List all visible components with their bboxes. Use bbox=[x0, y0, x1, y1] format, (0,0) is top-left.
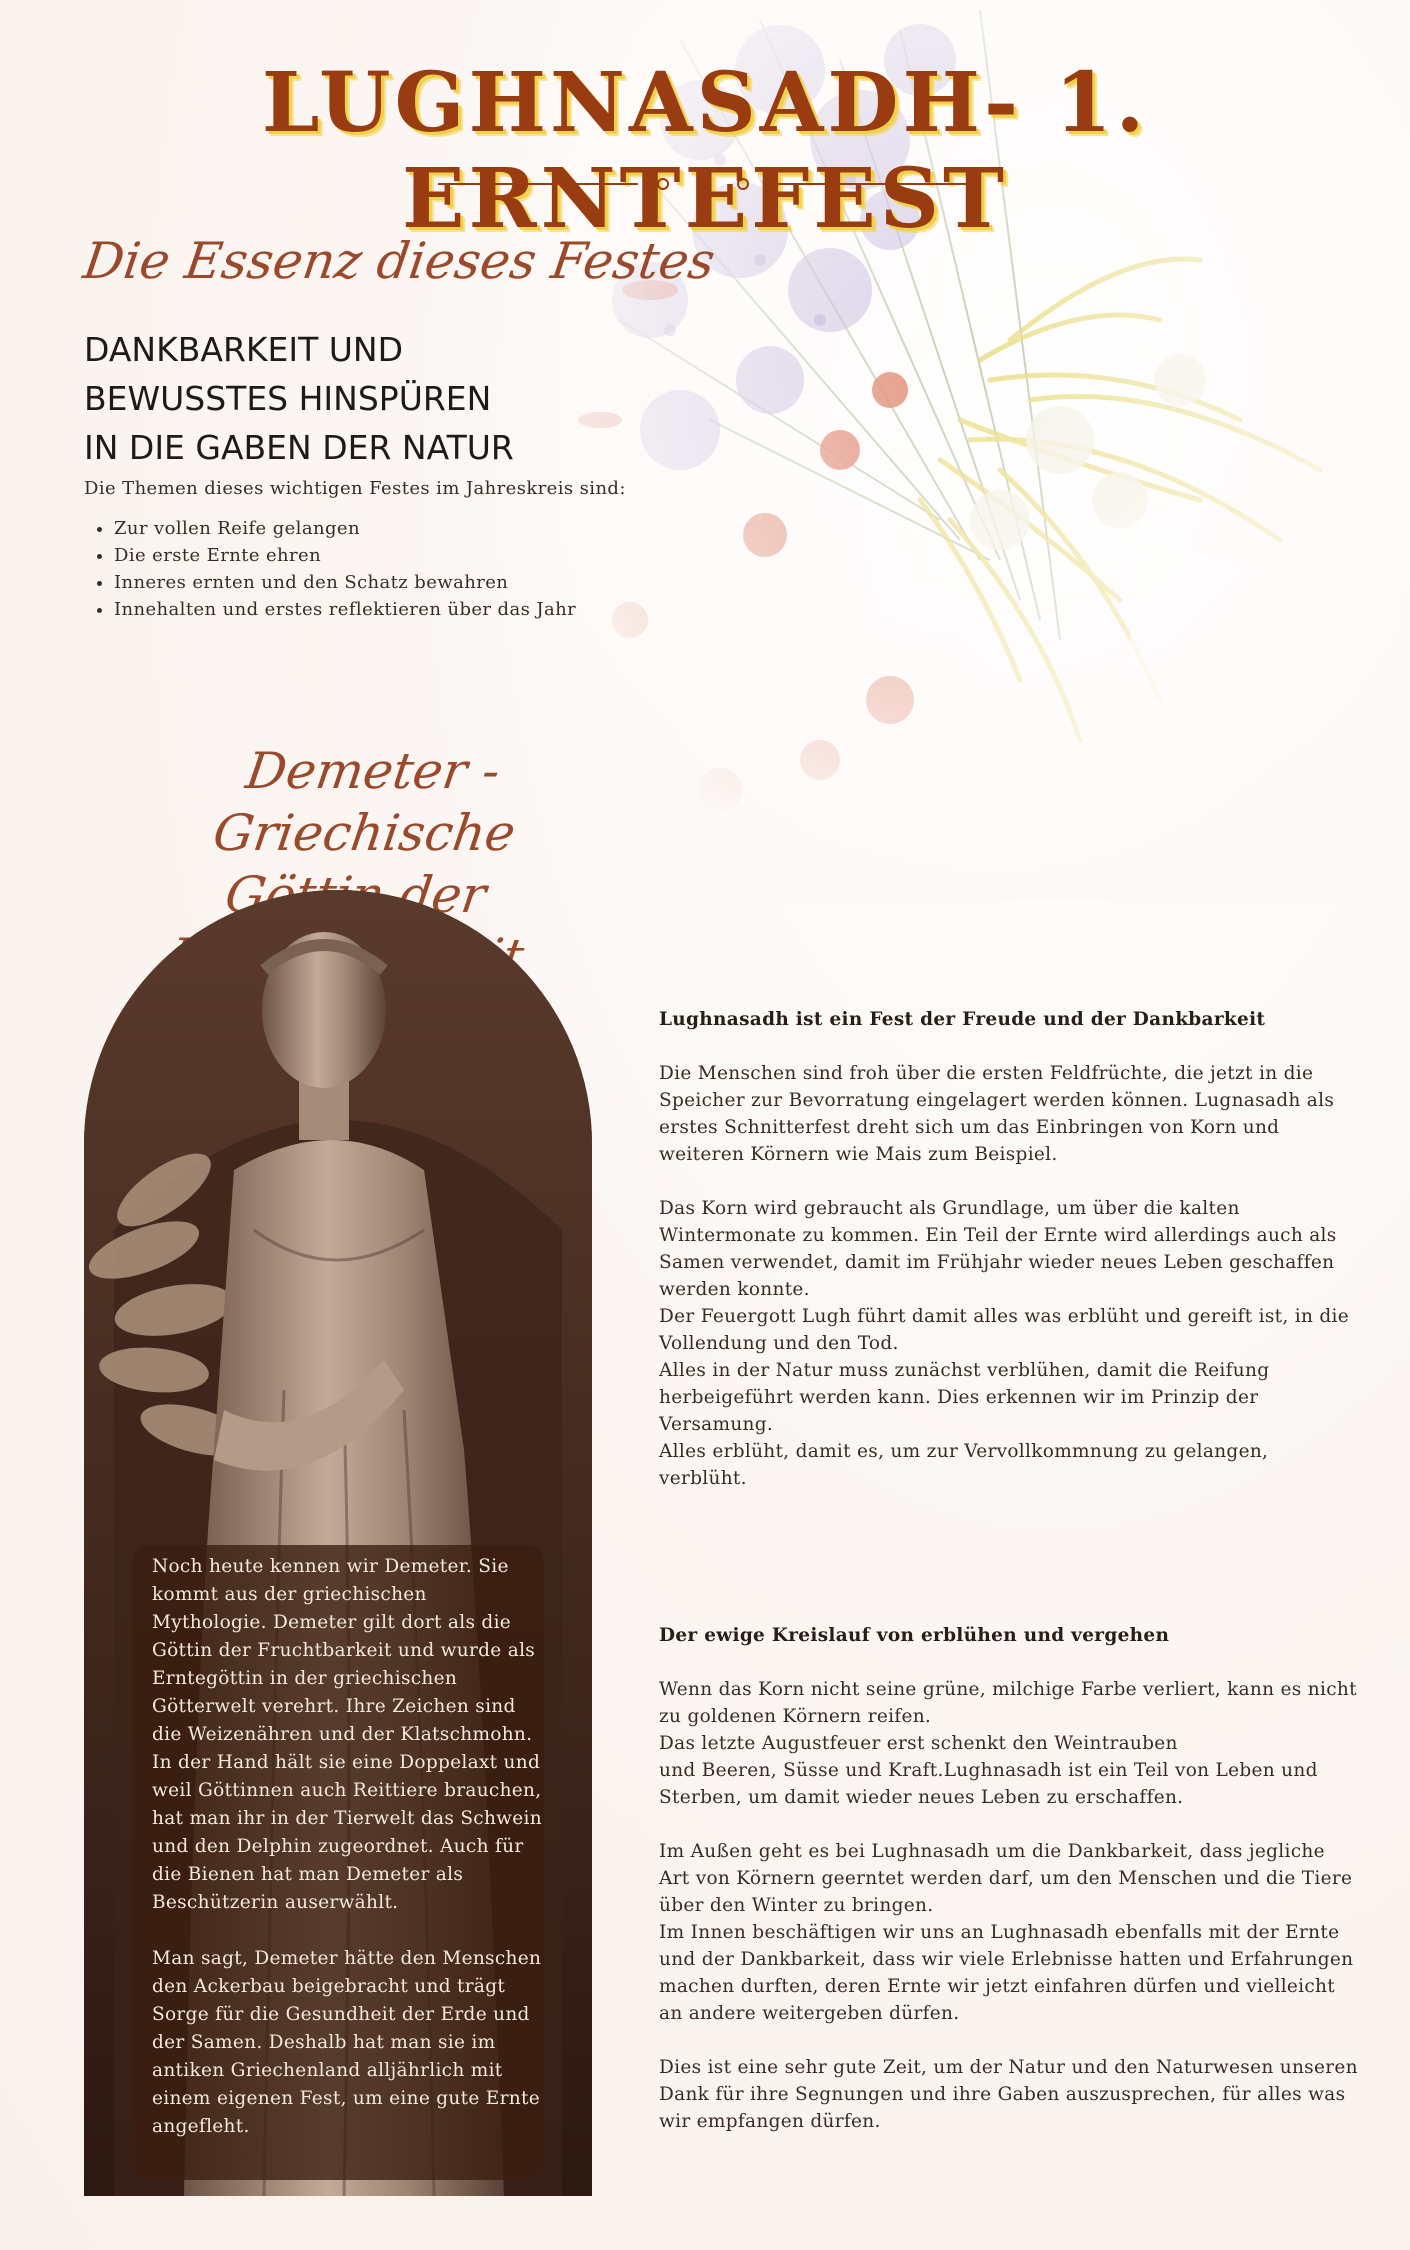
list-item: • Inneres ernten und den Schatz bewahren bbox=[114, 569, 576, 596]
title-divider-ornament bbox=[438, 170, 968, 198]
essence-subtitle-line: BEWUSSTES HINSPÜREN bbox=[84, 379, 492, 418]
essence-subtitle bbox=[84, 325, 604, 472]
section-paragraph: Im Außen geht es bei Lughnasadh um die Dankbarkeit, dass jegliche Art von Körnern geerntet werden darf, um den Menschen und die Tiere über den Winter zu bringen. Im Innen beschäftigen wir uns an Lughnasadh ebenfalls mit der Ernte und der Dankbarkeit, dass wir viele Erlebnisse hatten und Erfahrungen machen durften, deren Ernte wir jetzt einfahren dürfen und vielleicht an andere weitergeben dürfen. bbox=[659, 1841, 1354, 2024]
themes-intro: Die Themen dieses wichtigen Festes im Jahreskreis sind: bbox=[84, 478, 626, 499]
themes-list bbox=[96, 515, 576, 623]
section-paragraph: Dies ist eine sehr gute Zeit, um der Natur und den Naturwesen unseren Dank für ihre Segnungen und ihre Gaben auszusprechen, für alles was wir empfangen dürfen. bbox=[659, 2057, 1358, 2132]
page-title: LUGHNASADH- 1. ERNTEFEST bbox=[261, 55, 1149, 247]
list-item: • Innehalten und erstes reflektieren über das Jahr bbox=[114, 596, 576, 623]
section-paragraph: Das Korn wird gebraucht als Grundlage, um über die kalten Wintermonate zu kommen. Ein Teil der Ernte wird allerdings auch als Samen verwendet, damit im Frühjahr wieder neues Leben geschaffen werden konnte. Der Feuergott Lugh führt damit alles was erblüht und gereift ist, in die Vollendung und den Tod. Alles in der Natur muss zunächst verblühen, damit die Reifung herbeigeführt werden kann. Dies erkennen wir im Prinzip der Versamung. Alles erblüht, damit es, um zur Vervollkommnung zu gelangen, verblüht. bbox=[659, 1198, 1349, 1489]
list-item: • Die erste Ernte ehren bbox=[114, 542, 576, 569]
section-heading: Der ewige Kreislauf von erblühen und vergehen bbox=[659, 1625, 1170, 1646]
section-paragraph: Wenn das Korn nicht seine grüne, milchige Farbe verliert, kann es nicht zu goldenen Körnern reifen. Das letzte Augustfeuer erst schenkt den Weintrauben und Beeren, Süsse und Kraft.Lughnasadh ist ein Teil von Leben und Sterben, um damit wieder neues Leben zu erschaffen. bbox=[659, 1679, 1357, 1808]
section-paragraph: Die Menschen sind froh über die ersten Feldfrüchte, die jetzt in die Speicher zur Bevorratung eingelagert werden können. Lugnasadh als erstes Schnitterfest dreht sich um das Einbringen von Korn und weiteren Körnern wie Mais zum Beispiel. bbox=[659, 1063, 1335, 1165]
demeter-paragraph: Noch heute kennen wir Demeter. Sie kommt aus der griechischen Mythologie. Demeter gilt dort als die Göttin der Fruchtbarkeit und wurde als Erntegöttin in der griechischen Götterwelt verehrt. Ihre Zeichen sind die Weizenähren und der Klatschmohn. In der Hand hält sie eine Doppelaxt und weil Göttinnen auch Reittiere brauchen, hat man ihr in der Tierwelt das Schwein und den Delphin zugeordnet. Auch für die Bienen hat man Demeter als Beschützerin auserwählt. bbox=[152, 1556, 542, 1913]
essence-subtitle-line: DANKBARKEIT UND bbox=[84, 330, 403, 369]
essence-subtitle-line: IN DIE GABEN DER NATUR bbox=[84, 428, 514, 467]
demeter-paragraph: Man sagt, Demeter hätte den Menschen den Ackerbau beigebracht und trägt Sorge für die Gesundheit der Erde und der Samen. Deshalb hat man sie im antiken Griechenland alljährlich mit einem eigenen Fest, um eine gute Ernte angefleht. bbox=[152, 1948, 542, 2137]
section-joy-gratitude bbox=[659, 1006, 1359, 1519]
section-heading: Lughnasadh ist ein Fest der Freude und der Dankbarkeit bbox=[659, 1009, 1266, 1030]
section-eternal-cycle bbox=[659, 1622, 1359, 2162]
demeter-heading-line: Demeter - Griechische bbox=[209, 742, 519, 862]
demeter-description bbox=[152, 1553, 542, 2169]
list-item: • Zur vollen Reife gelangen bbox=[114, 515, 576, 542]
essence-heading: Die Essenz dieses Festes bbox=[79, 232, 719, 290]
